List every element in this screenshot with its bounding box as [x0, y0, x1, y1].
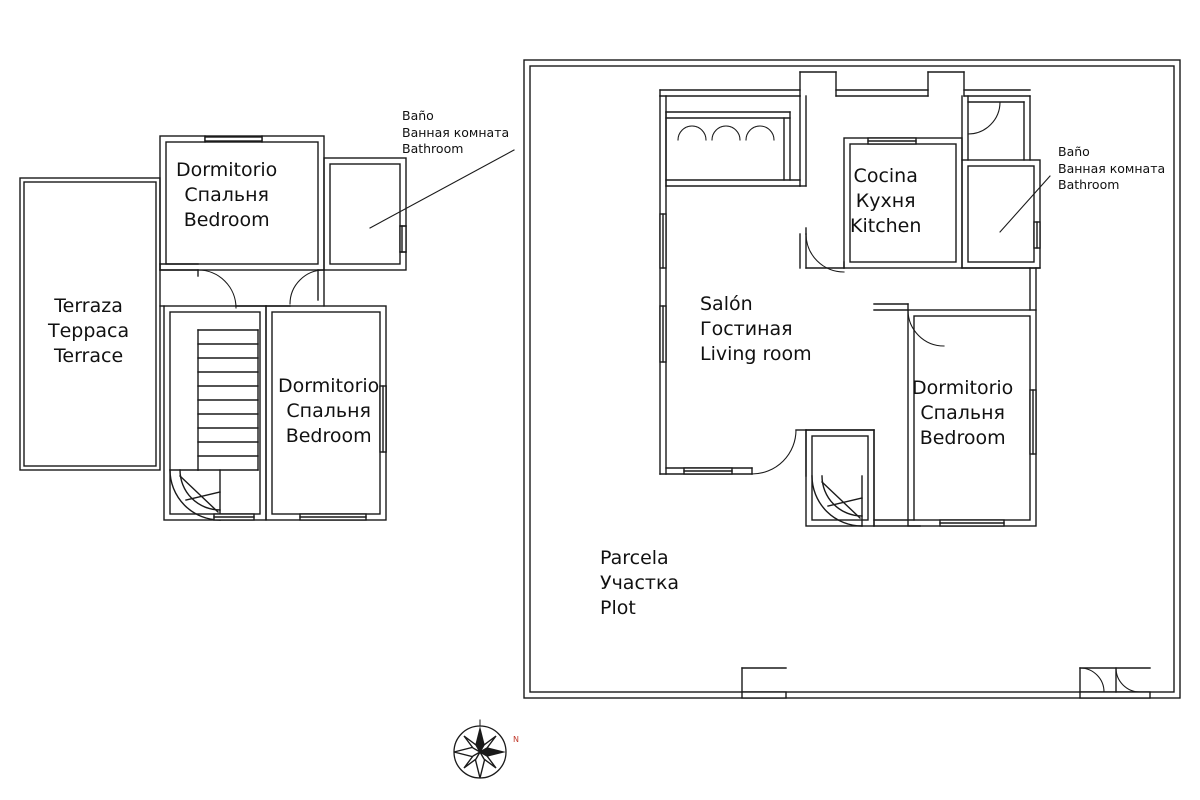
bathroom-left-label-ru: Ванная комната [402, 124, 510, 140]
bedroom-right-label-en: Bedroom [285, 425, 372, 448]
living-room-label-en: Living room [700, 343, 812, 366]
bedroom-top-label-es: Dormitorio [176, 159, 278, 181]
kitchen-label-ru: Кухня [855, 190, 916, 213]
living-room-label-ru: Гостиная [700, 318, 793, 341]
room-label-plot [600, 546, 679, 621]
plot-label-ru: Участка [600, 572, 680, 595]
bedroom-top-label-en: Bedroom [183, 209, 270, 232]
room-label-terrace [48, 294, 129, 369]
callout-bathroom-right [1058, 144, 1165, 194]
bathroom-right-label-es: Baño [1058, 144, 1090, 159]
bedroom-right-label-ru: Спальня [286, 400, 371, 423]
compass-north-letter: N [513, 735, 519, 744]
room-label-bedroom-upper-top [176, 158, 277, 233]
bedroom-right-label-es: Dormitorio [278, 375, 380, 397]
kitchen-label-en: Kitchen [850, 215, 922, 238]
bathroom-left-label-en: Bathroom [402, 141, 464, 156]
bathroom-right-label-en: Bathroom [1058, 177, 1120, 192]
bathroom-left-label-es: Baño [402, 108, 434, 123]
bedroom-ground-label-ru: Спальня [920, 402, 1005, 425]
bedroom-ground-label-en: Bedroom [919, 427, 1006, 450]
room-label-bedroom-ground [912, 376, 1013, 451]
bathroom-right-label-ru: Ванная комната [1058, 160, 1166, 176]
terrace-label-en: Terrace [54, 345, 124, 368]
plot-label-es: Parcela [600, 547, 669, 569]
bedroom-top-label-ru: Спальня [184, 184, 269, 207]
terrace-label-ru: Терраса [48, 320, 130, 343]
living-room-label-es: Salón [700, 293, 753, 315]
bedroom-ground-label-es: Dormitorio [912, 377, 1014, 399]
terrace-label-es: Terraza [54, 295, 123, 317]
room-label-bedroom-upper-right [278, 374, 379, 449]
callout-bathroom-left [402, 108, 509, 158]
room-label-living-room [700, 292, 812, 367]
kitchen-label-es: Cocina [853, 165, 918, 187]
room-label-kitchen [850, 164, 921, 239]
plot-label-en: Plot [600, 597, 636, 620]
